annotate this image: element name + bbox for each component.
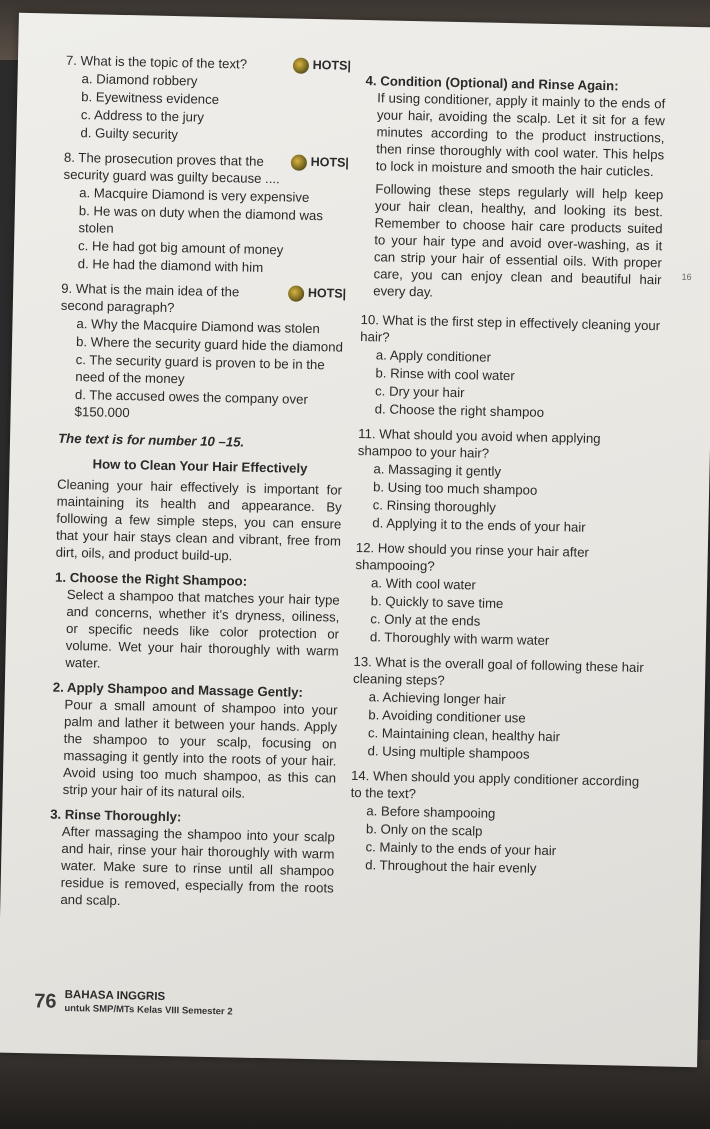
textbook-page [0, 13, 710, 1067]
hots-icon [290, 154, 306, 170]
option-b: b. Quickly to save time [370, 593, 504, 612]
option-b: b. Eyewitness evidence [81, 89, 220, 107]
article-intro: Cleaning your hair effectively is important for maintaining its health and appearance. By following a few simple steps, you can ensure that your hair stays clean and vibrant, free from dirt, oils, and product build-up. [55, 476, 343, 564]
option-d: d. Using multiple shampoos [367, 743, 530, 762]
option-c: c. He had got big amount of money [77, 238, 284, 258]
option-b: b. Only on the scalp [365, 821, 483, 839]
hots-badge: HOTS| [290, 154, 349, 172]
question-8 [62, 149, 350, 278]
option-b: b. Where the security guard hide the diamond [75, 334, 344, 355]
hots-badge: HOTS| [293, 57, 352, 75]
page-number: 76 [34, 989, 57, 1013]
option-c: c. Mainly to the ends of your hair [365, 839, 557, 859]
closing-paragraph: Following these steps regularly will help keep your hair clean, healthy, and looking its best. Remember to choose hair care products suited to your hair type and avoid over-washing, as it can strip your hair of essential oils. With proper care, you can enjoy clean and beautiful hair every day. [373, 181, 664, 300]
question-7 [64, 52, 351, 147]
step-2-body: Pour a small amount of shampoo into your palm and lather it between your hands. Apply the shampoo to your scalp, focusing on massaging it gently into the roots of your hair. Avoid using too much shampoo, as this can strip your hair of its natural oils. [62, 696, 338, 801]
option-d: d. Choose the right shampoo [374, 401, 545, 420]
option-d: d. Applying it to the ends of your hair [372, 515, 586, 535]
page-footer [34, 988, 233, 1018]
book-title: BAHASA INGGRIS [64, 988, 166, 1004]
question-text: 7. What is the topic of the text? [65, 52, 248, 72]
option-a: a. Before shampooing [366, 803, 496, 821]
book-info [64, 989, 233, 1019]
question-text: 13. What is the overall goal of following these hair cleaning steps? [352, 653, 644, 688]
question-9 [58, 280, 346, 426]
book-subtitle: untuk SMP/MTs Kelas VIII Semester 2 [64, 1002, 233, 1018]
option-b: b. Using too much shampoo [372, 479, 538, 498]
question-text: 9. What is the main idea of the second paragraph? [60, 280, 240, 316]
question-11 [356, 425, 658, 537]
option-b: b. He was on duty when the diamond was stolen [78, 203, 324, 236]
option-a: a. Massaging it gently [373, 461, 502, 479]
option-a: a. With cool water [370, 575, 477, 593]
right-column [349, 72, 666, 881]
question-text: 11. What should you avoid when applying shampoo to your hair? [357, 425, 601, 461]
question-text: 10. What is the first step in effectively cleaning your hair? [360, 312, 661, 345]
step-2-title: 2. Apply Shampoo and Massage Gently: [52, 679, 304, 700]
step-4-body: If using conditioner, apply it mainly to the ends of your hair, avoiding the scalp. Let it sit for a few minutes according to the product instructions, then rinse thoroughly with cool water. This helps to lock in moisture and smooth the hair cuticles. [375, 90, 666, 180]
option-c: c. Only at the ends [370, 611, 481, 629]
option-a: a. Diamond robbery [81, 71, 198, 89]
option-a: a. Macquire Diamond is very expensive [79, 185, 310, 205]
left-column [48, 52, 351, 914]
step-1-body: Select a shampoo that matches your hair type and concerns, whether it’s dryness, oiliness, or specific needs like color protection or volume. Wet your hair thoroughly with warm water. [65, 586, 340, 671]
article-title: How to Clean Your Hair Effectively [92, 456, 308, 476]
option-d: d. Thoroughly with warm water [369, 629, 550, 649]
option-b: b. Rinse with cool water [375, 365, 515, 384]
question-text: 14. When should you apply conditioner according to the text? [350, 767, 640, 802]
step-3-title: 3. Rinse Thoroughly: [50, 806, 182, 825]
option-d: d. He had the diamond with him [77, 256, 264, 275]
question-10 [359, 311, 661, 423]
question-text: 12. How should you rinse your hair after shampooing? [355, 539, 590, 574]
option-d: d. The accused owes the company over $150.000 [74, 387, 308, 421]
option-a: a. Achieving longer hair [368, 689, 506, 708]
step-3-body: After massaging the shampoo into your scalp and hair, rinse your hair thoroughly with warm water. Make sure to rinse until all shampoo residue is removed, especially from the roots and scalp. [60, 823, 335, 909]
step-4-title: 4. Condition (Optional) and Rinse Again: [365, 73, 619, 94]
question-13 [351, 653, 653, 765]
hots-icon [288, 285, 304, 301]
question-12 [354, 539, 656, 651]
hots-badge: HOTS| [288, 284, 347, 302]
question-text: 8. The prosecution proves that the security guard was guilty because .... [63, 149, 280, 187]
option-a: a. Why the Macquire Diamond was stolen [76, 316, 320, 337]
question-14 [349, 767, 651, 879]
option-c: c. Maintaining clean, healthy hair [367, 725, 561, 745]
option-a: a. Apply conditioner [375, 347, 492, 365]
option-b: b. Avoiding conditioner use [368, 707, 526, 726]
option-d: d. Throughout the hair evenly [365, 857, 537, 876]
hots-icon [293, 57, 309, 73]
option-c: c. Rinsing thoroughly [372, 497, 497, 515]
text-for-label: The text is for number 10 –15. [57, 430, 245, 450]
adjacent-page-number: 16 [681, 271, 692, 282]
option-c: c. The security guard is proven to be in the need of the money [75, 352, 325, 387]
option-c: c. Dry your hair [374, 383, 465, 401]
option-d: d. Guilty security [80, 125, 179, 143]
option-c: c. Address to the jury [80, 107, 205, 125]
step-1-title: 1. Choose the Right Shampoo: [54, 569, 248, 589]
